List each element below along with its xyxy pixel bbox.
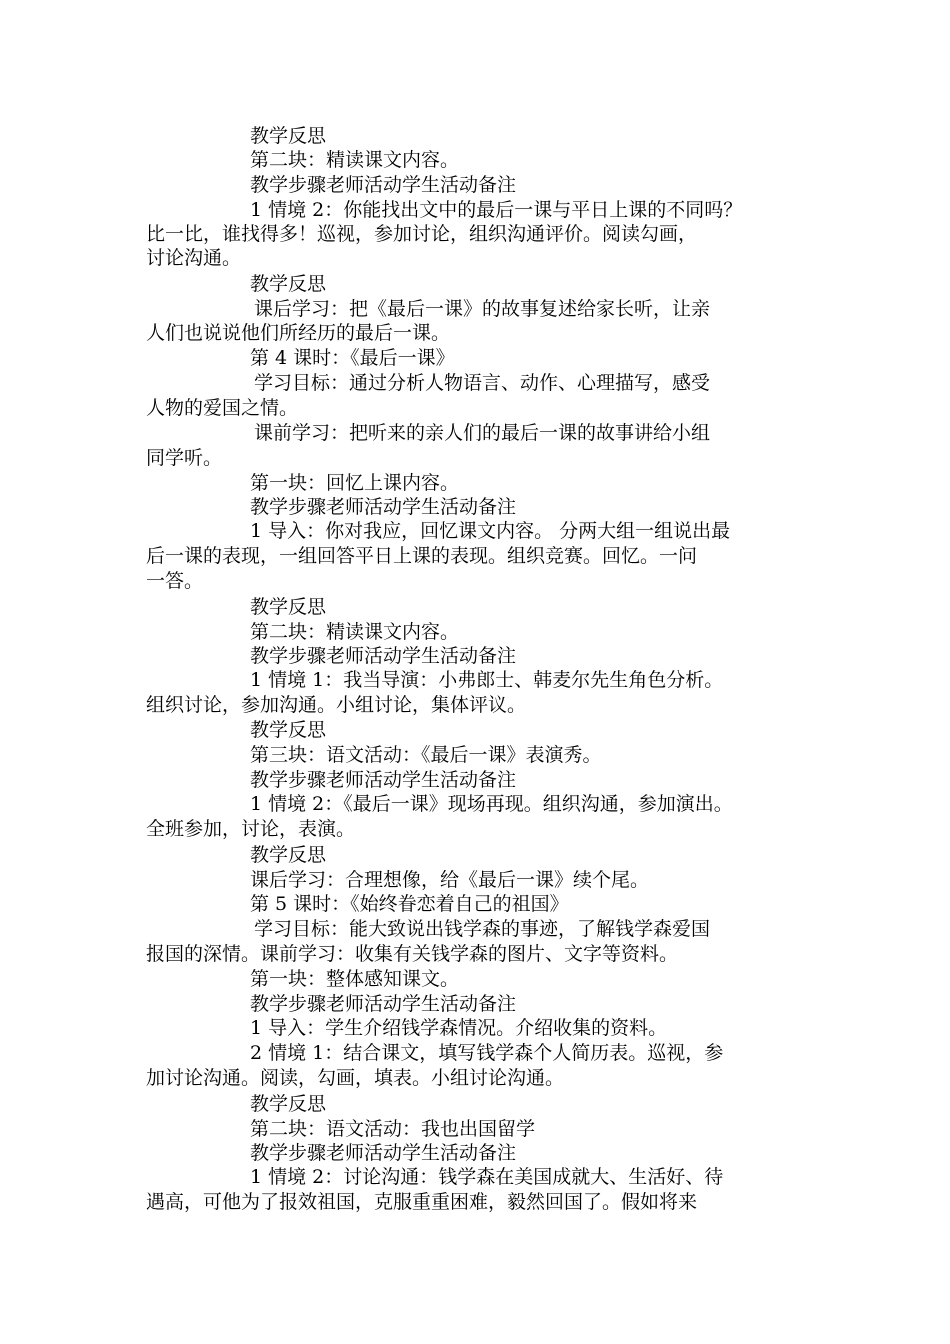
text-line: 第 4 课时：《最后一课》 [250,347,455,369]
text-line: 全班参加，讨论，表演。 [146,818,356,840]
text-line: 第一块：回忆上课内容。 [250,472,460,494]
text-line: 比一比，谁找得多！巡视，参加讨论，组织沟通评价。阅读勾画， [146,223,698,245]
text-line: 课后学习：合理想像，给《最后一课》续个尾。 [250,869,650,891]
text-line: 人物的爱国之情。 [146,397,299,419]
text-line: 课前学习：把听来的亲人们的最后一课的故事讲给小组 [254,422,711,444]
text-line: 第三块：语文活动：《最后一课》表演秀。 [250,744,602,766]
text-line: 教学步骤老师活动学生活动备注 [250,993,517,1015]
text-line: 课后学习：把《最后一课》的故事复述给家长听，让亲 [254,298,711,320]
text-line: 第二块：精读课文内容。 [250,149,460,171]
text-line: 教学反思 [250,719,327,741]
text-line: 2 情境 1：结合课文，填写钱学森个人简历表。巡视，参 [250,1042,724,1064]
text-line: 教学步骤老师活动学生活动备注 [250,645,517,667]
text-line: 讨论沟通。 [146,247,242,269]
text-line: 教学步骤老师活动学生活动备注 [250,496,517,518]
text-line: 第 5 课时：《始终眷恋着自己的祖国》 [250,893,569,915]
text-line: 人们也说说他们所经历的最后一课。 [146,322,451,344]
text-line: 学习目标：通过分析人物语言、动作、心理描写，感受 [254,372,711,394]
text-line: 教学反思 [250,1093,327,1115]
text-line: 教学步骤老师活动学生活动备注 [250,769,517,791]
text-line: 教学反思 [250,125,327,147]
text-line: 教学步骤老师活动学生活动备注 [250,1142,517,1164]
text-line: 一答。 [146,570,204,592]
text-line: 1 情境 2：讨论沟通：钱学森在美国成就大、生活好、待 [250,1166,724,1188]
text-line: 第二块：语文活动：我也出国留学 [250,1118,536,1140]
text-line: 学习目标：能大致说出钱学森的事迹，了解钱学森爱国 [254,918,711,940]
text-line: 1 情境 2：你能找出文中的最后一课与平日上课的不同吗？ [250,199,743,221]
text-line: 1 导入：学生介绍钱学森情况。介绍收集的资料。 [250,1017,668,1039]
text-line: 1 情境 1：我当导演：小弗郎士、韩麦尔先生角色分析。 [250,669,724,691]
text-line: 报国的深情。课前学习：收集有关钱学森的图片、文字等资料。 [146,943,679,965]
text-line: 遇高，可他为了报效祖国，克服重重困难，毅然回国了。假如将来 [146,1191,698,1213]
text-line: 教学反思 [250,596,327,618]
text-line: 同学听。 [146,447,223,469]
text-line: 1 情境 2：《最后一课》现场再现。组织沟通，参加演出。 [250,793,733,815]
text-line: 组织讨论，参加沟通。小组讨论，集体评议。 [146,694,527,716]
text-line: 教学反思 [250,273,327,295]
text-line: 第一块：整体感知课文。 [250,968,460,990]
text-line: 第二块：精读课文内容。 [250,621,460,643]
text-line: 教学步骤老师活动学生活动备注 [250,174,517,196]
text-line: 后一课的表现，一组回答平日上课的表现。组织竞赛。回忆。一问 [146,545,698,567]
text-line: 1 导入：你对我应，回忆课文内容。 分两大组一组说出最 [250,520,731,542]
text-line: 教学反思 [250,844,327,866]
text-line: 加讨论沟通。阅读，勾画，填表。小组讨论沟通。 [146,1067,565,1089]
